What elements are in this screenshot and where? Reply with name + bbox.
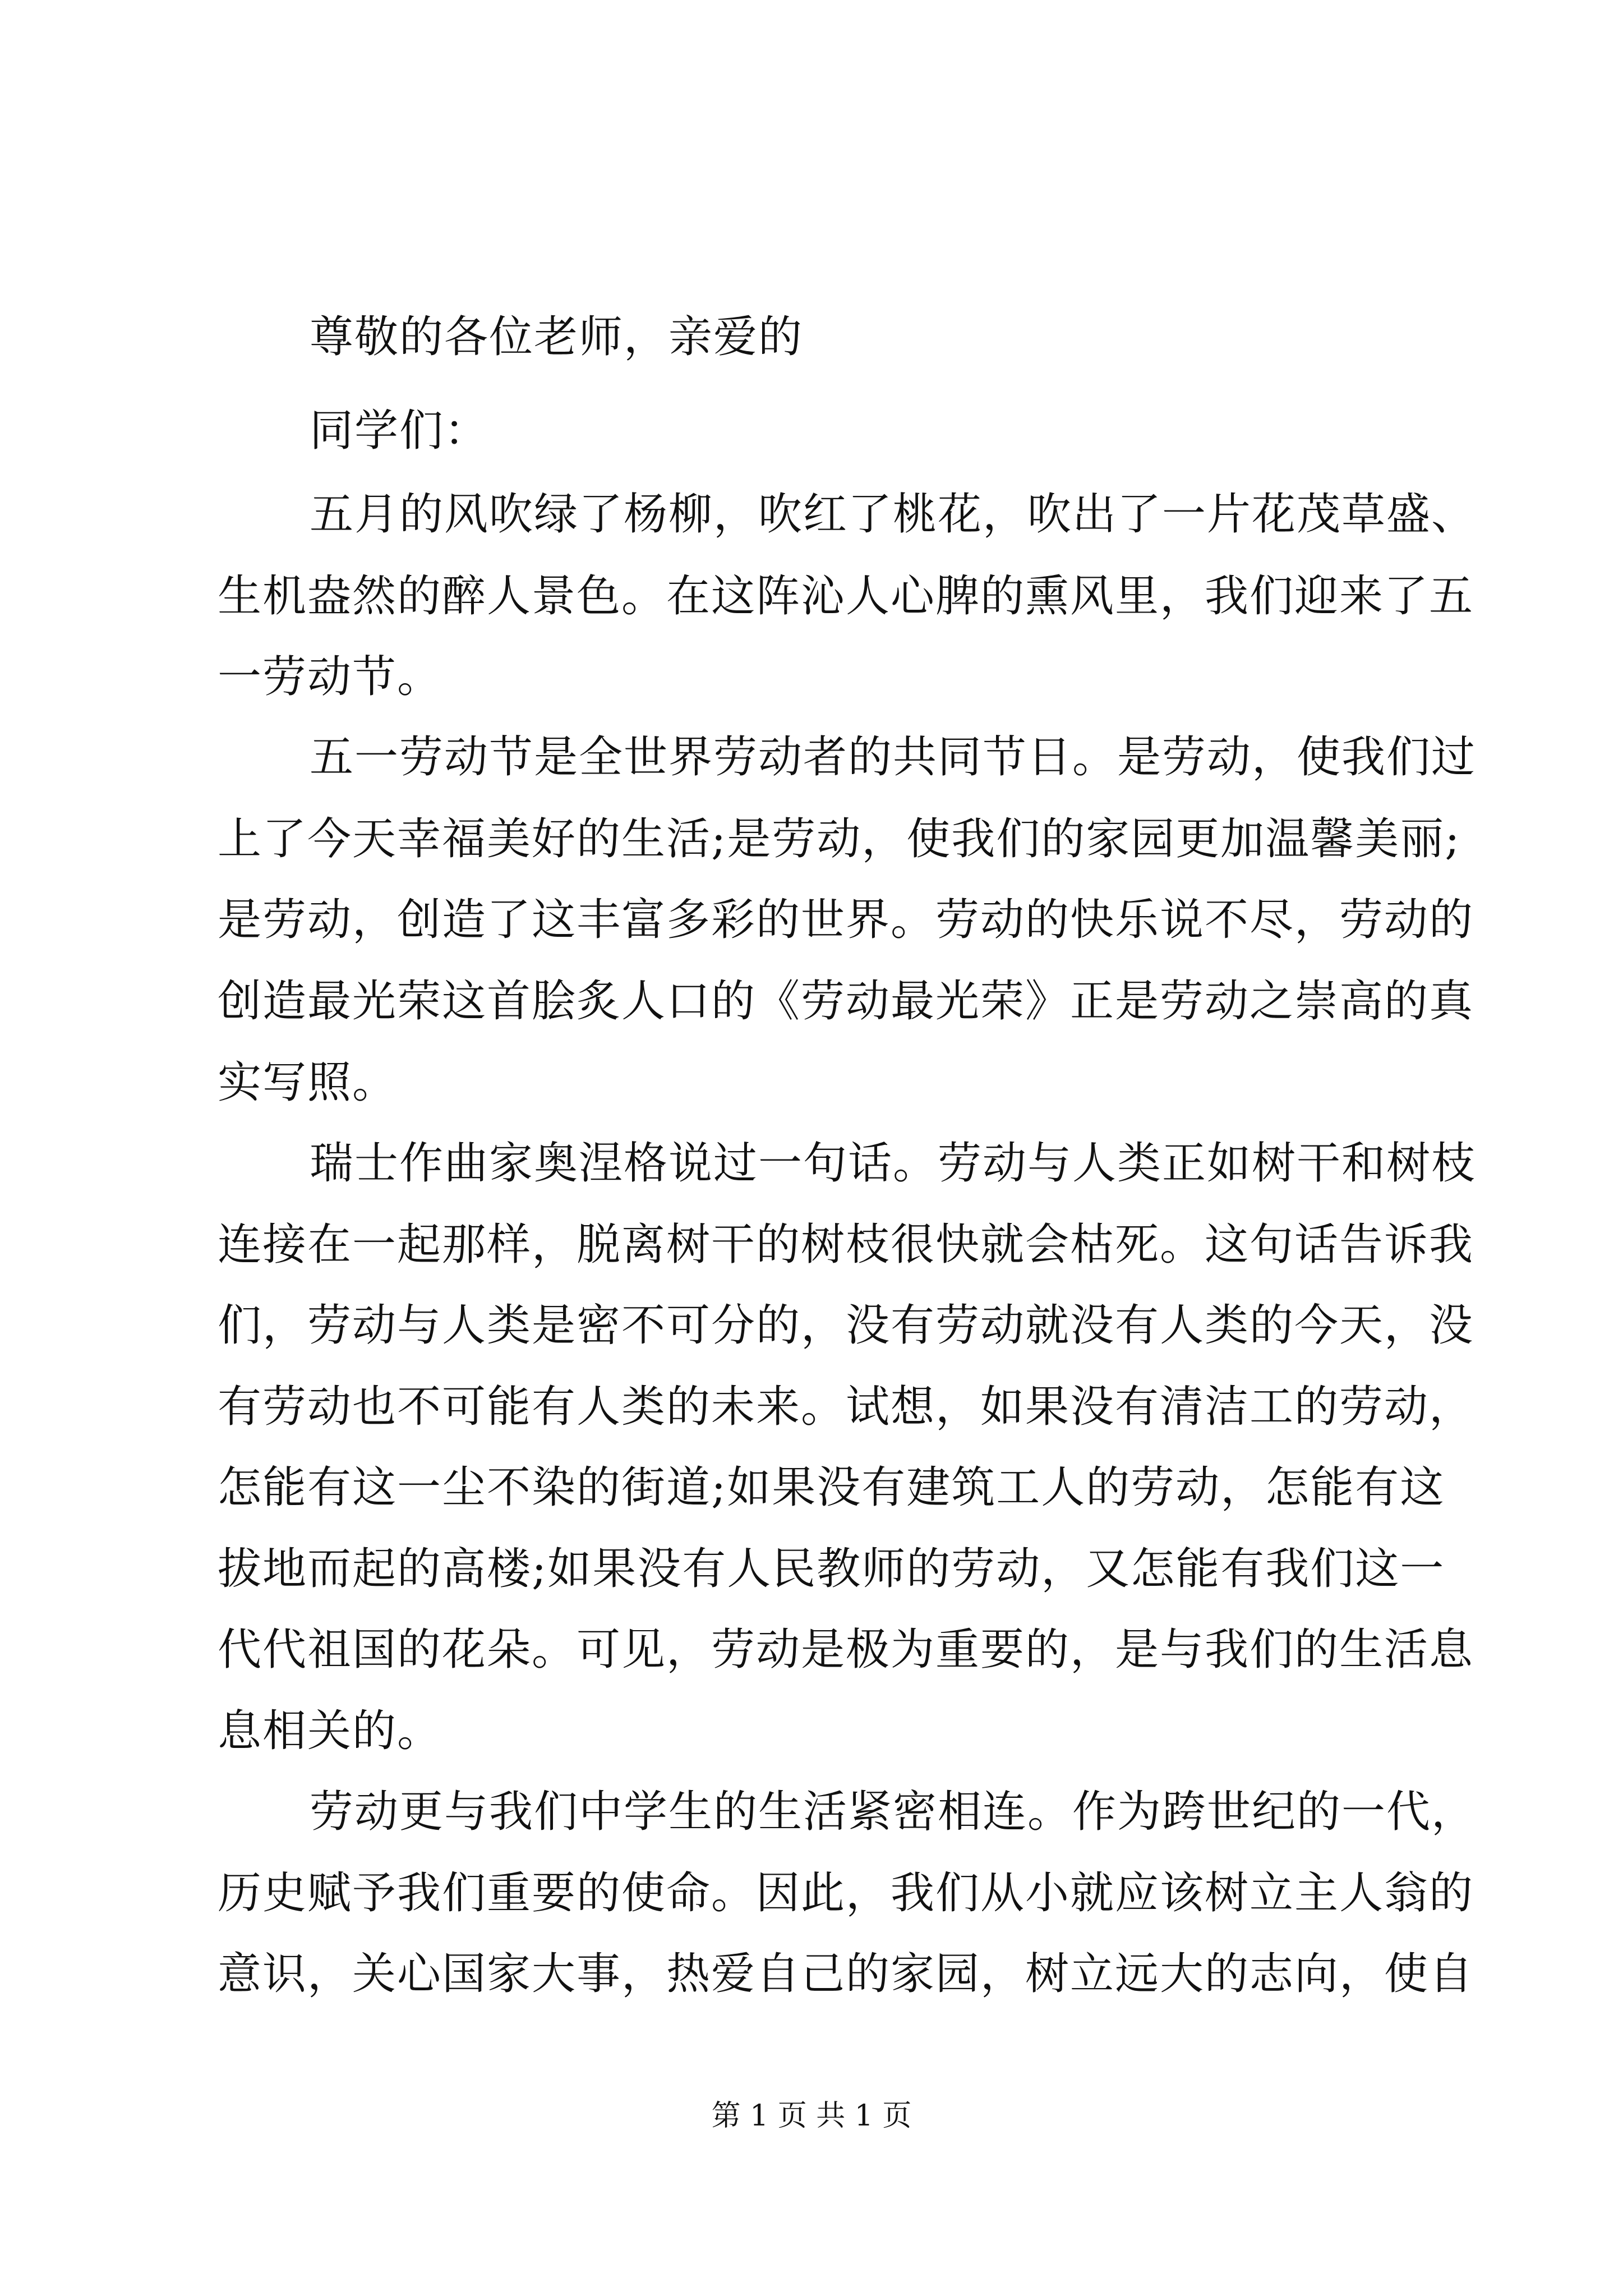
text-line: 有劳动也不可能有人类的未来。试想，如果没有清洁工的劳动， [218, 1382, 1474, 1432]
text-line: 创造最光荣这首脍炙人口的《劳动最光荣》正是劳动之崇高的真 [218, 976, 1474, 1027]
text-line: 息相关的。 [218, 1706, 442, 1756]
text-line: 们，劳动与人类是密不可分的，没有劳动就没有人类的今天，没 [218, 1300, 1474, 1351]
text-line: 五一劳动节是全世界劳动者的共同节日。是劳动，使我们过 [310, 732, 1477, 783]
text-line: 连接在一起那样，脱离树干的树枝很快就会枯死。这句话告诉我 [218, 1220, 1474, 1270]
text-line: 同学们： [310, 406, 490, 456]
text-line: 拔地而起的高楼;如果没有人民教师的劳动，又怎能有我们这一 [218, 1544, 1445, 1594]
text-line: 代代祖国的花朵。可见，劳动是极为重要的，是与我们的生活息 [218, 1625, 1474, 1675]
text-line: 一劳动节。 [218, 652, 442, 702]
text-line: 劳动更与我们中学生的生活紧密相连。作为跨世纪的一代， [310, 1787, 1477, 1837]
text-line: 上了今天幸福美好的生活;是劳动，使我们的家园更加温馨美丽; [218, 814, 1461, 864]
text-line: 意识，关心国家大事，热爱自己的家园，树立远大的志向，使自 [218, 1949, 1474, 1999]
page-footer: 第 1 页 共 1 页 [711, 2099, 912, 2133]
text-line: 瑞士作曲家奥涅格说过一句话。劳动与人类正如树干和树枝 [310, 1138, 1477, 1189]
text-line: 怎能有这一尘不染的街道;如果没有建筑工人的劳动，怎能有这 [218, 1462, 1445, 1513]
text-line: 尊敬的各位老师，亲爱的 [310, 312, 804, 362]
text-line: 五月的风吹绿了杨柳，吹红了桃花，吹出了一片花茂草盛、 [310, 489, 1477, 540]
text-line: 实写照。 [218, 1057, 398, 1108]
text-line: 生机盎然的醉人景色。在这阵沁人心脾的熏风里，我们迎来了五 [218, 571, 1474, 622]
text-line: 是劳动，创造了这丰富多彩的世界。劳动的快乐说不尽，劳动的 [218, 895, 1474, 945]
text-line: 历史赋予我们重要的使命。因此，我们从小就应该树立主人翁的 [218, 1868, 1474, 1918]
